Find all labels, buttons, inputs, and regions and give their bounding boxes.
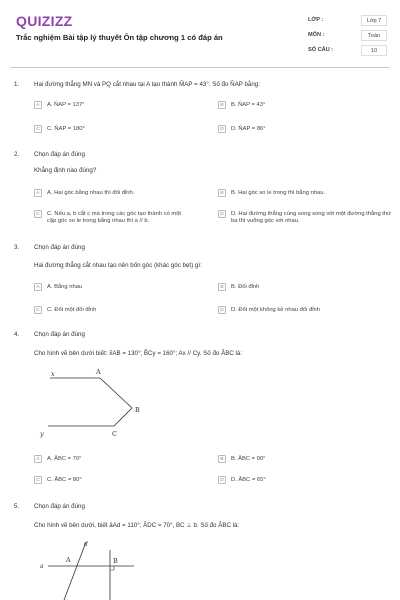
meta-class-label: LỚP :	[308, 17, 324, 23]
option-letter-box: A	[34, 455, 42, 463]
question-5-instruction: Chọn đáp án đúng	[34, 503, 85, 510]
line-d	[64, 542, 86, 600]
meta-subject-value: Toán	[361, 30, 387, 41]
question-4-number: 4.	[14, 331, 20, 338]
option-text: B. Đối đỉnh	[231, 283, 260, 290]
question-4-instruction: Chọn đáp án đúng	[34, 331, 85, 338]
segment-bc	[114, 408, 132, 426]
option-text: B. ÂBC = 90°	[231, 455, 266, 462]
label-y: y	[40, 430, 44, 438]
option-letter-box: D	[218, 476, 226, 484]
question-3-text: Hai đường thẳng cắt nhau tạo nên bốn góc (khác góc bẹt) gì:	[34, 262, 202, 269]
label-a-line: a	[40, 563, 44, 570]
option-letter-box: B	[218, 189, 226, 197]
option-text: D. Hai đường thẳng cùng song song với một đường thẳng thứ ba thì vuông góc với nhau.	[231, 210, 392, 224]
label-x: x	[51, 370, 55, 378]
question-2-number: 2.	[14, 151, 20, 158]
option-letter-box: B	[218, 455, 226, 463]
question-5-figure	[34, 536, 144, 600]
option-text: A. Hai góc bằng nhau thì đối đỉnh.	[47, 189, 135, 196]
question-3-number: 3.	[14, 244, 20, 251]
label-a-point: A	[66, 556, 71, 564]
option-text: D. ÂBC = 65°	[231, 476, 266, 483]
option-letter-box: D	[218, 306, 226, 314]
option-letter-box: A	[34, 101, 42, 109]
option-text: A. Bằng nhau	[47, 283, 83, 290]
option-letter-box: C	[34, 125, 42, 133]
option-letter-box: A	[34, 189, 42, 197]
meta-subject	[306, 29, 388, 43]
meta-count-value: 10	[361, 45, 387, 56]
label-a: A	[96, 368, 101, 376]
meta-class	[306, 14, 388, 28]
option-text: B. Hai góc so le trong thì bằng nhau.	[231, 189, 326, 196]
option-text: A. ÂBC = 70°	[47, 455, 82, 462]
meta-count	[306, 44, 388, 58]
question-1-text: Hai đường thẳng MN và PQ cắt nhau tại A tạo thành M̂AP = 43°. Số đo N̂AP bằng:	[34, 81, 260, 88]
question-4-text: Cho hình vẽ bên dưới biết: x̂AB = 130°; B̂Cy = 160°; Ax // Cy. Số đo ÂBC là:	[34, 350, 243, 357]
label-b-point: B	[113, 557, 118, 565]
option-text: C. Đôi một đối đỉnh	[47, 306, 97, 313]
option-letter-box: B	[218, 101, 226, 109]
segment-ab	[100, 378, 132, 408]
question-5-text: Cho hình vẽ bên dưới, biết âAd = 110°; ÂDC = 70°, BC ⊥ b. Số đo ÂBC là:	[34, 522, 240, 529]
question-5-number: 5.	[14, 503, 20, 510]
option-letter-box: B	[218, 283, 226, 291]
document-title: Trắc nghiệm Bài tập lý thuyết Ôn tập chương 1 có đáp án	[16, 33, 223, 42]
label-b: B	[135, 406, 140, 414]
option-letter-box: D	[218, 210, 226, 218]
header-divider	[10, 67, 390, 68]
option-text: C. ÂBC = 80°	[47, 476, 82, 483]
question-2-instruction: Chọn đáp án đúng	[34, 151, 85, 158]
quizizz-logo: QUIZIZZ	[16, 13, 73, 29]
label-d: d	[84, 541, 88, 548]
option-letter-box: C	[34, 476, 42, 484]
label-c: C	[112, 430, 117, 438]
option-text: B. N̂AP = 43°	[231, 101, 266, 108]
option-letter-box: C	[34, 306, 42, 314]
meta-count-label: SỐ CÂU :	[308, 47, 334, 53]
right-angle-mark	[110, 566, 114, 570]
option-text: A. N̂AP = 137°	[47, 101, 85, 108]
question-2-text: Khẳng định nào đúng?	[34, 167, 97, 174]
option-text: D. Đôi một không kề nhau đối đỉnh	[231, 306, 320, 313]
option-letter-box: C	[34, 210, 42, 218]
meta-subject-label: MÔN :	[308, 32, 325, 38]
meta-class-value: Lớp 7	[361, 15, 387, 26]
question-3-instruction: Chọn đáp án đúng	[34, 244, 85, 251]
option-letter-box: A	[34, 283, 42, 291]
option-text: C. N̂AP = 180°	[47, 125, 85, 132]
question-4-figure	[34, 364, 154, 444]
question-1-number: 1.	[14, 81, 20, 88]
option-letter-box: D	[218, 125, 226, 133]
option-text: C. Nếu a, b cắt c mà trong các góc tạo thành có một cặp góc so le trong bằng nhau thì a // b.	[47, 210, 182, 224]
option-text: D. N̂AP = 86°	[231, 125, 266, 132]
